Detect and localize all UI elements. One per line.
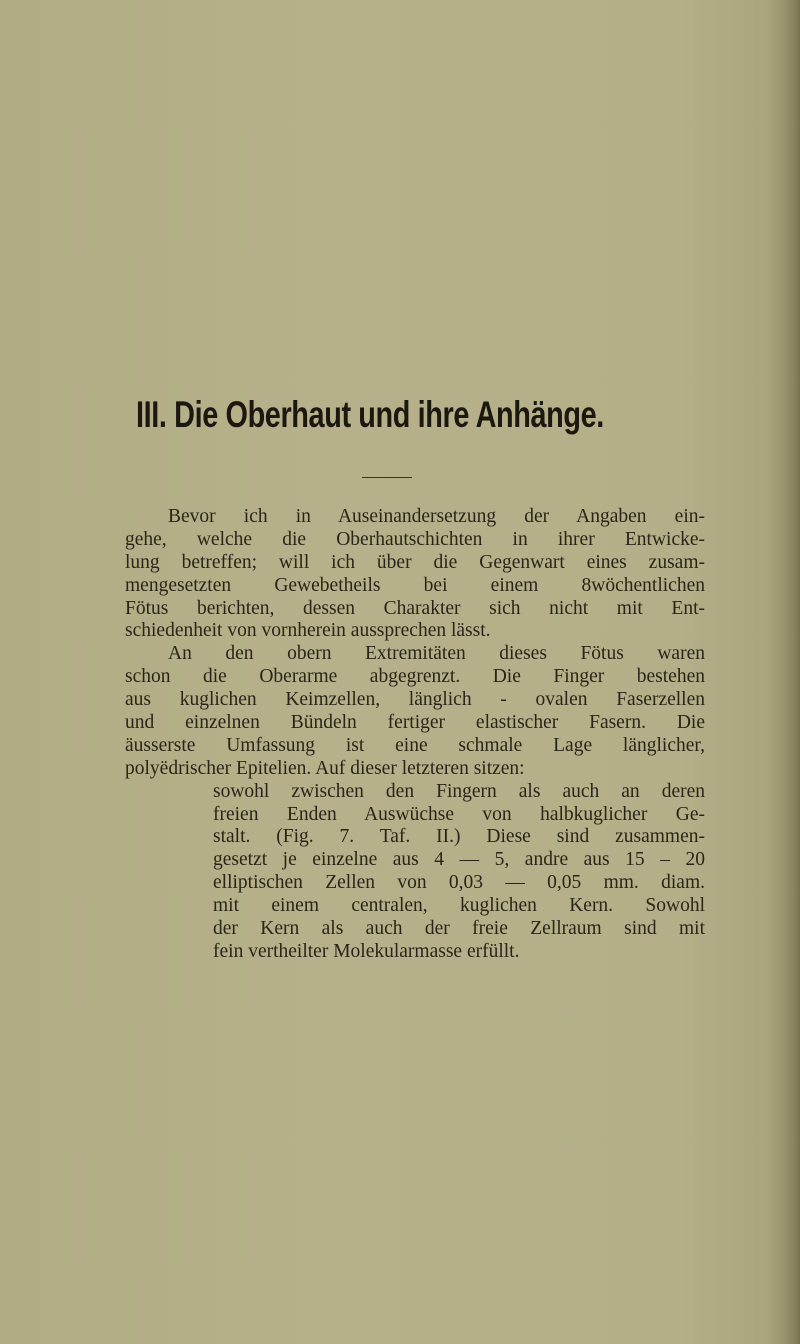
text-line: mengesetzten Gewebetheils bei einem 8wöchentlichen: [125, 574, 705, 596]
text-line: der Kern als auch der freie Zellraum sind mit: [213, 918, 705, 940]
text-line: schiedenheit von vornherein aussprechen lässt.: [125, 620, 491, 642]
text-line: polyëdrischer Epitelien. Auf dieser letzteren sitzen:: [125, 757, 525, 779]
text-line: schon die Oberarme abgegrenzt. Die Finger bestehen: [125, 666, 705, 688]
text-line: äusserste Umfassung ist eine schmale Lage länglicher,: [125, 734, 705, 756]
text-line: fein vertheilter Molekularmasse erfüllt.: [213, 940, 520, 962]
text-line: und einzelnen Bündeln fertiger elastischer Fasern. Die: [125, 712, 705, 734]
text-line: stalt. (Fig. 7. Taf. II.) Diese sind zusammen-: [213, 826, 705, 848]
heading-divider: [362, 477, 412, 478]
text-line: sowohl zwischen den Fingern als auch an deren: [213, 780, 705, 802]
text-line: elliptischen Zellen von 0,03 — 0,05 mm. diam.: [213, 872, 705, 894]
text-line: lung betreffen; will ich über die Gegenwart eines zusam-: [125, 551, 705, 573]
body-text: [125, 506, 705, 964]
text-line: aus kuglichen Keimzellen, länglich - ovalen Faserzellen: [125, 689, 705, 711]
text-line: Fötus berichten, dessen Charakter sich nicht mit Ent-: [125, 597, 705, 619]
text-line: gehe, welche die Oberhautschichten in ihrer Entwicke-: [125, 528, 705, 550]
text-line: Bevor ich in Auseinandersetzung der Angaben ein-: [168, 506, 705, 527]
page-edge-shadow: [786, 0, 800, 1344]
text-line: An den obern Extremitäten dieses Fötus waren: [168, 643, 705, 665]
text-line: gesetzt je einzelne aus 4 — 5, andre aus 15 – 20: [213, 849, 705, 871]
text-line: freien Enden Auswüchse von halbkuglicher Ge-: [213, 803, 705, 825]
chapter-heading: III. Die Oberhaut und ihre Anhänge.: [136, 394, 604, 435]
text-line: mit einem centralen, kuglichen Kern. Sowohl: [213, 895, 705, 917]
